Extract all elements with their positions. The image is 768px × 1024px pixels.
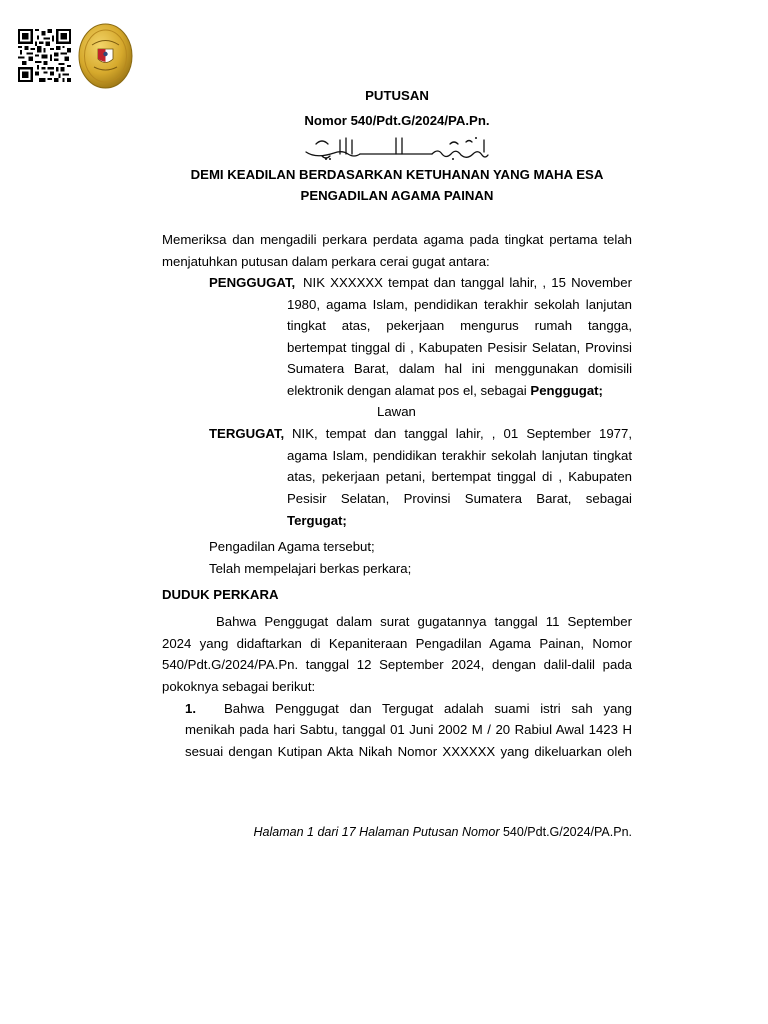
qr-code-icon	[16, 29, 73, 82]
penggugat-line-3: tingkat atas, pekerjaan mengurus rumah tangga,	[287, 318, 632, 333]
paragraph-line-1: Bahwa Penggugat dalam surat gugatannya tanggal 11 September	[216, 614, 632, 629]
tergugat-line-1: NIK, tempat dan tanggal lahir, , 01 September 1977,	[292, 426, 632, 441]
section-title: DUDUK PERKARA	[162, 587, 279, 602]
case-number: Nomor 540/Pdt.G/2024/PA.Pn.	[304, 113, 490, 128]
penggugat-line-6	[287, 380, 632, 402]
tergugat-label: TERGUGAT,	[209, 426, 285, 441]
penggugat-line-6-text: elektronik dengan alamat pos el, sebagai	[287, 383, 531, 398]
item-line-1: Bahwa Penggugat dan Tergugat adalah suami istri sah yang	[224, 701, 632, 716]
footer-case-number: 540/Pdt.G/2024/PA.Pn.	[499, 825, 632, 839]
document-title: PUTUSAN	[365, 88, 429, 103]
item-line-3: sesuai dengan Kutipan Akta Nikah Nomor XXXXXX yang dikeluarkan oleh	[185, 744, 632, 759]
tergugat-line-4: Pesisir Selatan, Provinsi Sumatera Barat, sebagai	[287, 491, 632, 506]
intro-line-1: Memeriksa dan mengadili perkara perdata agama pada tingkat pertama telah	[162, 232, 632, 247]
heading-line-1: DEMI KEADILAN BERDASARKAN KETUHANAN YANG MAHA ESA	[190, 167, 604, 182]
page-footer	[254, 825, 632, 839]
court-note-2: Telah mempelajari berkas perkara;	[209, 561, 412, 576]
tergugat-role: Tergugat;	[287, 513, 347, 528]
penggugat-line-2: 1980, agama Islam, pendidikan terakhir sekolah lanjutan	[287, 297, 632, 312]
lawan-label: Lawan	[377, 404, 416, 419]
court-name: PENGADILAN AGAMA PAINAN	[300, 188, 494, 203]
penggugat-line-1: NIK XXXXXX tempat dan tanggal lahir, , 15 November	[303, 275, 632, 290]
tergugat-line-3: atas, pekerjaan petani, bertempat tinggal di , Kabupaten	[287, 469, 632, 484]
paragraph-line-2: 2024 yang didaftarkan di Kepaniteraan Pengadilan Agama Painan, Nomor	[162, 636, 632, 651]
intro-line-2: menjatuhkan putusan dalam perkara cerai gugat antara:	[162, 254, 490, 269]
penggugat-role: Penggugat;	[530, 383, 603, 398]
item-line-2: menikah pada hari Sabtu, tanggal 01 Juni 2002 M / 20 Rabiul Awal 1423 H	[185, 722, 632, 737]
paragraph-line-3: 540/Pdt.G/2024/PA.Pn. tanggal 12 September 2024, dengan dalil-dalil pada	[162, 657, 632, 672]
bismillah-calligraphy-icon	[300, 132, 494, 162]
court-note-1: Pengadilan Agama tersebut;	[209, 539, 375, 554]
footer-page-text: Halaman 1 dari 17 Halaman Putusan Nomor	[253, 825, 500, 839]
penggugat-label: PENGGUGAT,	[209, 275, 296, 290]
paragraph-line-4: pokoknya sebagai berikut:	[162, 679, 316, 694]
penggugat-line-4: bertempat tinggal di , Kabupaten Pesisir Selatan, Provinsi	[287, 340, 632, 355]
item-number: 1.	[185, 701, 196, 716]
court-emblem-icon	[78, 23, 133, 89]
tergugat-line-2: agama Islam, pendidikan terakhir sekolah lanjutan tingkat	[287, 448, 632, 463]
penggugat-line-5: Sumatera Barat, dalam hal ini menggunakan domisili	[287, 361, 632, 376]
